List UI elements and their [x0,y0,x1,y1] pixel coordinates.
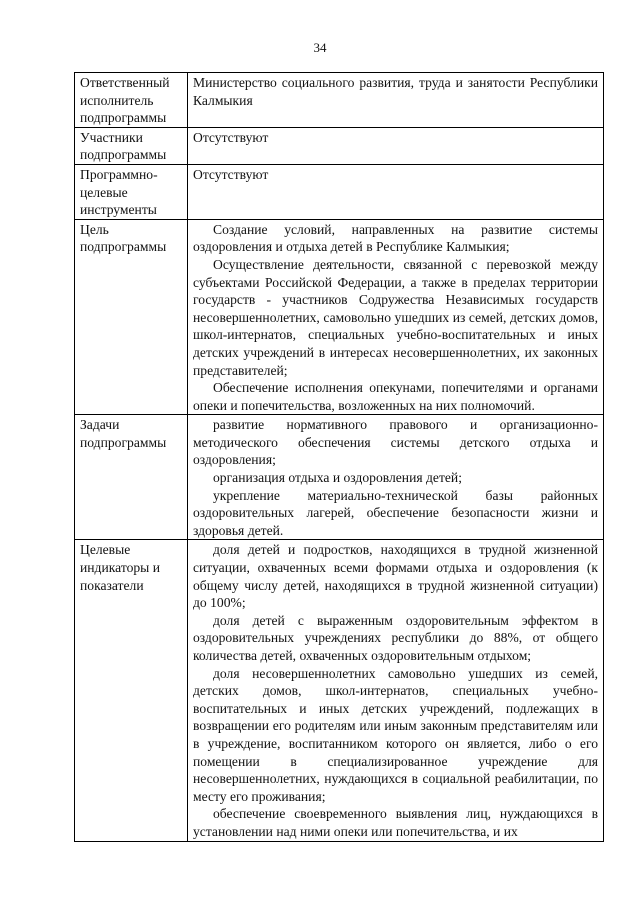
row-paragraph: Создание условий, направленных на развитие системы оздоровления и отдыха детей в Республике Калмыкия; [193,221,598,255]
row-content [188,415,604,540]
table-row-goal [75,219,604,415]
row-label: Целевые индикаторы и показатели [75,540,188,841]
row-paragraph: Осуществление деятельности, связанной с перевозкой между субъектами Российской Федерации, а также в пределах территории государств - участников Содружества Независимых государств несовершеннолетних, самовольно ушедших из семей, детских домов, школ-интернатов, специальных учебно-воспитательных и иных детских учреждений в интересах несовершеннолетних, их законных представителей; [193,256,598,378]
table-row-indicators [75,540,604,841]
row-content [188,164,604,219]
row-label: Цель подпрограммы [75,219,188,415]
row-paragraph: Отсутствуют [193,129,269,145]
row-paragraph: доля детей с выраженным оздоровительным эффектом в оздоровительных учреждениях республики до 88%, от общего количества детей, охваченных оздоровительным отдыхом; [193,612,598,663]
table-row-responsible [75,73,604,128]
row-paragraph: доля несовершеннолетних самовольно ушедших из семей, детских домов, школ-интернатов, специальных учебно-воспитательных и иных детских учреждений, подлежащих в возвращении его родителям или иным законным представителям или в учреждение, воспитанником которого он является, либо о его помещении в специализированное учреждение для несовершеннолетних, нуждающихся в социальной реабилитации, по месту его проживания; [193,665,598,804]
row-paragraph: доля детей и подростков, находящихся в трудной жизненной ситуации, охваченных всеми формами отдыха и оздоровления (к общему числу детей, находящихся в трудной жизненной ситуации) до 100%; [193,542,598,611]
row-label: Ответственный исполнитель подпрограммы [75,73,188,128]
row-label: Участники подпрограммы [75,127,188,164]
subprogram-passport-table [74,72,604,842]
row-paragraph: развитие нормативного правового и организационно-методического обеспечения системы детского отдыха и оздоровления; [193,417,598,468]
row-content [188,540,604,841]
table-row-participants [75,127,604,164]
row-paragraph: Отсутствуют [193,166,269,182]
row-content [188,73,604,128]
page-number: 34 [313,40,327,55]
row-paragraph: Министерство социального развития, труда и занятости Республики Калмыкия [193,75,598,108]
table-row-instruments [75,164,604,219]
row-paragraph: укрепление материально-технической базы районных оздоровительных лагерей, обеспечение безопасности жизни и здоровья детей. [193,487,598,538]
row-content [188,219,604,415]
row-label: Программно-целевые инструменты [75,164,188,219]
row-label: Задачи подпрограммы [75,415,188,540]
row-paragraph: Обеспечение исполнения опекунами, попечителями и органами опеки и попечительства, возложенных на них полномочий. [193,380,598,413]
table-row-tasks [75,415,604,540]
row-paragraph: обеспечение своевременного выявления лиц, нуждающихся в установлении над ними опеки или попечительства, и их [193,806,598,839]
row-content [188,127,604,164]
row-paragraph: организация отдыха и оздоровления детей; [213,470,462,486]
